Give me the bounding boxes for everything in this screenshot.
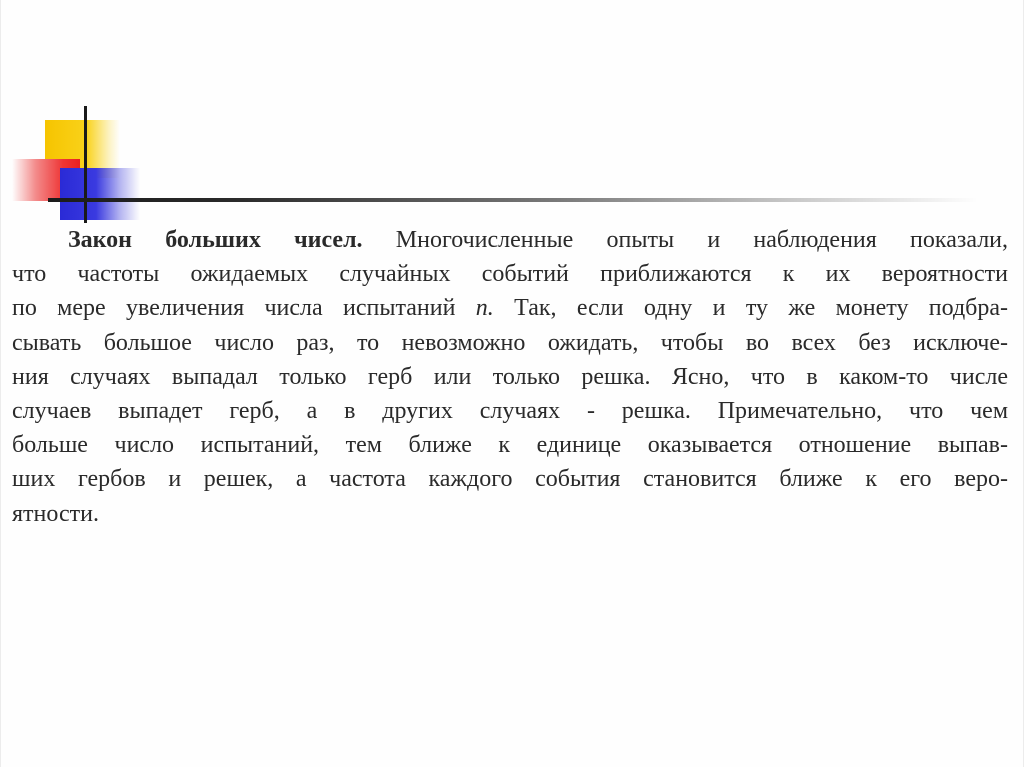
paragraph-line: ятности. — [12, 500, 99, 527]
blue-square-decoration — [60, 168, 140, 220]
paragraph-line: сывать большое число раз, то невозможно ожидать, чтобы во всех без исключе- — [12, 329, 1008, 356]
term-heading: Закон больших чисел. — [68, 227, 363, 253]
paragraph-line: ния случаях выпадал только герб или только решка. Ясно, что в каком-то числе — [12, 363, 1008, 390]
vertical-rule-decoration — [84, 106, 87, 223]
paragraph-line — [12, 291, 1008, 325]
paragraph-line-text: Так, если одну и ту же монету подбра- — [514, 295, 1009, 322]
title-underline-rule — [48, 198, 978, 202]
paragraph-line: ших гербов и решек, а частота каждого события становится ближе к его веро- — [12, 466, 1008, 493]
paragraph-line: больше число испытаний, тем ближе к единице оказывается отношение выпав- — [12, 432, 1008, 459]
variable-n: n. — [475, 295, 494, 322]
law-of-large-numbers-paragraph — [12, 223, 1008, 531]
paragraph-line: случаев выпадет герб, а в других случаях - решка. Примечательно, что чем — [12, 398, 1008, 425]
paragraph-line — [12, 223, 1008, 257]
paragraph-line-text: по мере увеличения числа испытаний — [12, 295, 456, 322]
paragraph-line-text: Многочисленные опыты и наблюдения показали, — [395, 227, 1009, 253]
paragraph-line: что частоты ожидаемых случайных событий приближаются к их вероятности — [12, 261, 1008, 288]
